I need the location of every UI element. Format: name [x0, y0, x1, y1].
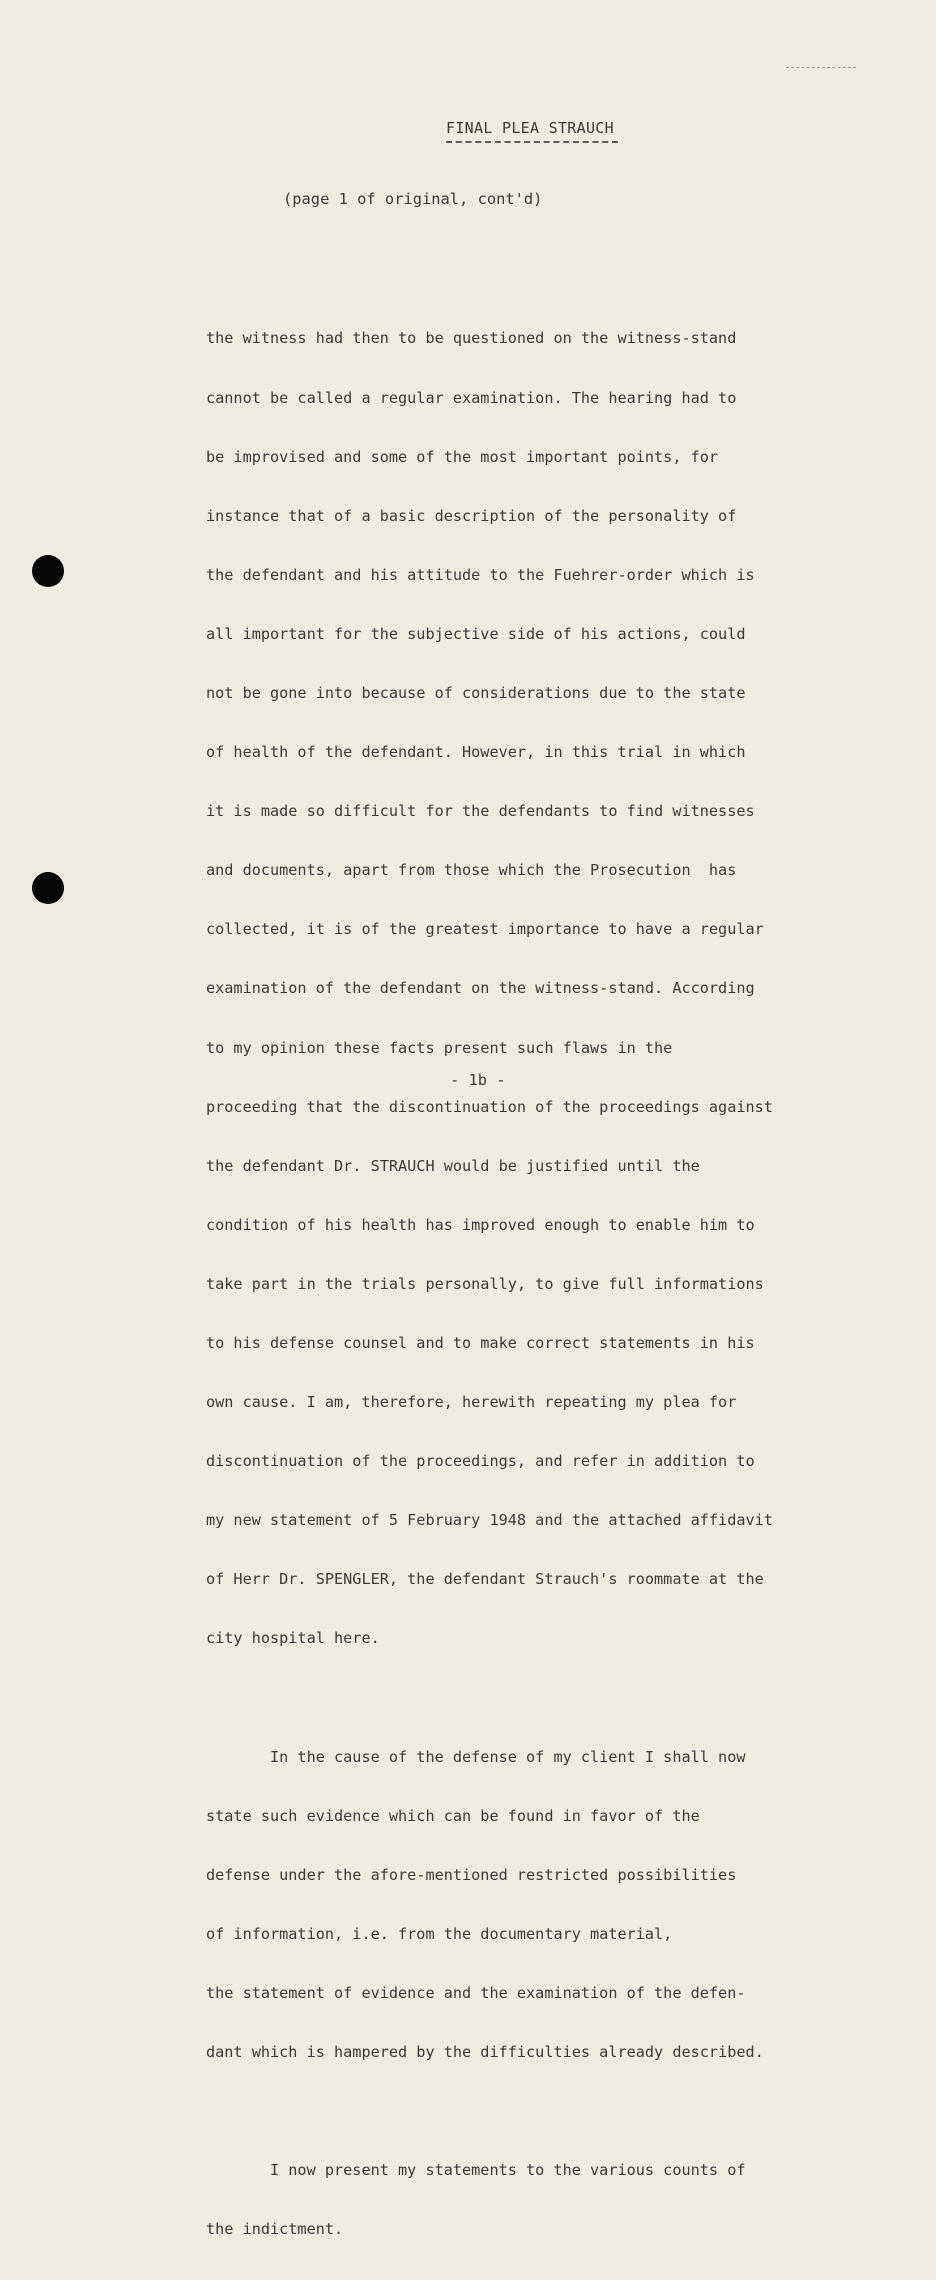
text-line: to his defense counsel and to make correct statements in his: [206, 1334, 755, 1352]
page-number: - 1b -: [450, 1071, 506, 1089]
text-line: not be gone into because of considerations due to the state: [206, 683, 746, 702]
text-line: state such evidence which can be found in favor of the: [206, 1806, 700, 1825]
text-line: I now present my statements to the various counts of: [206, 2161, 746, 2180]
text-line: collected, it is of the greatest importance to have a regular: [206, 920, 764, 939]
body-text: [206, 290, 816, 2280]
text-line: all important for the subjective side of his actions, could: [206, 624, 746, 643]
text-line: In the cause of the defense of my client I shall now: [206, 1747, 746, 1766]
title-underline: [446, 141, 618, 143]
edge-mark: [786, 67, 856, 68]
text-line: to my opinion these facts present such flaws in the: [206, 1038, 673, 1057]
text-line: my new statement of 5 February 1948 and the attached affidavit: [206, 1511, 773, 1530]
text-line: proceeding that the discontinuation of the proceedings against: [206, 1097, 773, 1116]
text-line: examination of the defendant on the witness-stand. According: [206, 979, 755, 998]
text-line: of information, i.e. from the documentary material,: [206, 1924, 673, 1943]
text-line: instance that of a basic description of the personality of: [206, 506, 737, 525]
text-line: dant which is hampered by the difficulties already described.: [206, 2043, 764, 2062]
text-line: the statement of evidence and the examination of the defen-: [206, 1984, 746, 2003]
text-line: it is made so difficult for the defendants to find witnesses: [206, 802, 755, 821]
paragraph-gap: [206, 2102, 816, 2122]
text-line: be improvised and some of the most important points, for: [206, 447, 719, 466]
text-line: city hospital here.: [206, 1629, 380, 1648]
text-line: and documents, apart from those which the Prosecution has: [206, 861, 737, 880]
text-line: defense under the afore-mentioned restricted possibilities: [206, 1865, 737, 1884]
text-line: condition of his health has improved enough to enable him to: [206, 1215, 755, 1234]
text-line: the indictment.: [206, 2220, 344, 2239]
text-line: discontinuation of the proceedings, and refer in addition to: [206, 1452, 755, 1471]
document-title: FINAL PLEA STRAUCH: [446, 119, 614, 137]
page-continuation-note: (page 1 of original, cont'd): [283, 190, 543, 208]
text-line: the defendant and his attitude to the Fuehrer-order which is: [206, 565, 755, 584]
punch-hole: [32, 872, 64, 904]
text-line: the witness had then to be questioned on the witness-stand: [206, 329, 737, 348]
text-line: of health of the defendant. However, in this trial in which: [206, 743, 746, 762]
text-line: own cause. I am, therefore, herewith repeating my plea for: [206, 1393, 737, 1412]
paragraph-gap: [206, 1689, 816, 1709]
text-line: the defendant Dr. STRAUCH would be justified until the: [206, 1156, 700, 1175]
text-line: cannot be called a regular examination. The hearing had to: [206, 388, 737, 407]
text-line: of Herr Dr. SPENGLER, the defendant Strauch's roommate at the: [206, 1570, 764, 1589]
text-line: take part in the trials personally, to give full informations: [206, 1274, 764, 1293]
punch-hole: [32, 555, 64, 587]
